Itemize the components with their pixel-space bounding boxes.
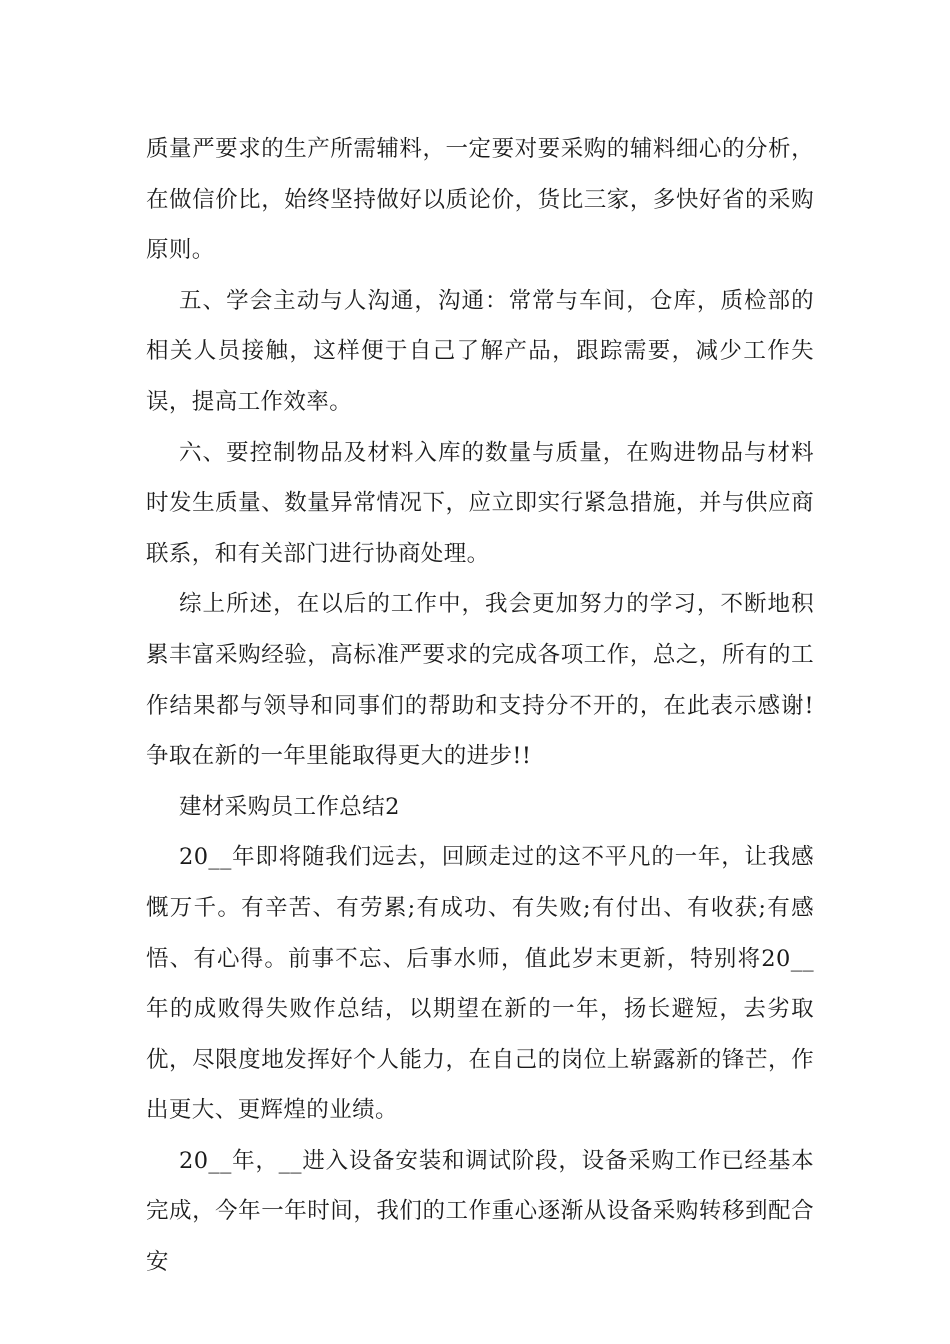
paragraph-continued: 质量严要求的生产所需辅料，一定要对要采购的辅料细心的分析，在做信价比，始终坚持做好以质论价，货比三家，多快好省的采购原则。 xyxy=(146,136,814,264)
paragraph-summary: 综上所述，在以后的工作中，我会更加努力的学习，不断地积累丰富采购经验，高标准严要求的完成各项工作，总之，所有的工作结果都与领导和同事们的帮助和支持分不开的，在此表示感谢!争取在新的一年里能取得更大的进步!! xyxy=(146,591,814,770)
paragraph-item-5: 五、学会主动与人沟通，沟通：常常与车间，仓库，质检部的相关人员接触，这样便于自己了解产品，跟踪需要，减少工作失误，提高工作效率。 xyxy=(146,287,814,415)
paragraph-progress: 20__年，__进入设备安装和调试阶段，设备采购工作已经基本完成，今年一年时间，我们的工作重心逐渐从设备采购转移到配合安 xyxy=(146,1147,814,1276)
section-title: 建材采购员工作总结2 xyxy=(179,793,400,820)
paragraph-item-6: 六、要控制物品及材料入库的数量与质量，在购进物品与材料时发生质量、数量异常情况下，应立即实行紧急措施，并与供应商联系，和有关部门进行协商处理。 xyxy=(146,439,814,567)
document-body xyxy=(146,124,814,1288)
paragraph-intro: 20__年即将随我们远去，回顾走过的这不平凡的一年，让我感慨万千。有辛苦、有劳累;有成功、有失败;有付出、有收获;有感悟、有心得。前事不忘、后事水师，值此岁末更新，特别将20__年的成败得失败作总结，以期望在新的一年，扬长避短，去劣取优，尽限度地发挥好个人能力，在自己的岗位上崭露新的锋芒，作出更大、更辉煌的业绩。 xyxy=(146,844,814,1124)
